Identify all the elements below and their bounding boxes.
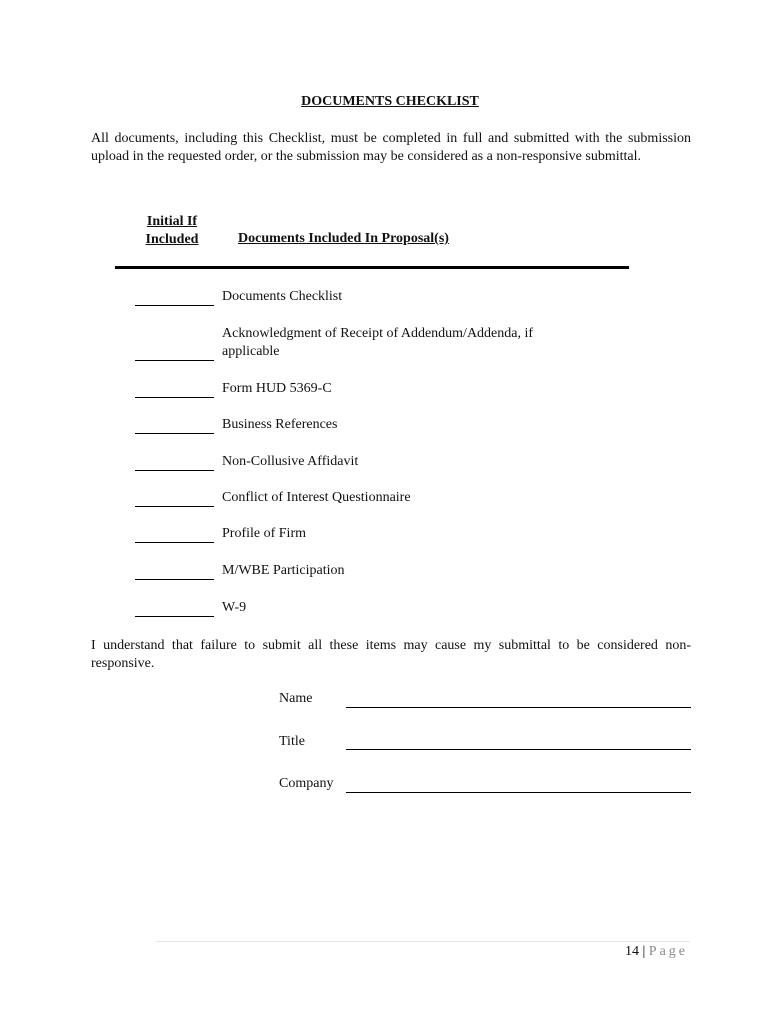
checklist-item-label [222,325,602,361]
initial-blank-line[interactable] [135,489,214,507]
checklist-item-label: Non-Collusive Affidavit [222,454,359,469]
initial-blank-line[interactable] [135,453,214,471]
checklist-item-label: Documents Checklist [222,289,343,304]
checklist-item-label: Form HUD 5369-C [222,381,332,396]
page-word: Page [648,944,688,959]
column-header-documents: Documents Included In Proposal(s) [238,231,449,246]
initial-blank-line[interactable] [135,343,214,361]
title-field[interactable] [346,749,691,750]
initial-blank-line[interactable] [135,525,214,543]
name-label: Name [279,691,313,706]
checklist-item-label: W-9 [222,600,247,615]
checklist-item-label-line2: applicable [222,344,280,359]
company-label: Company [279,776,334,791]
column-header-initial [136,213,208,249]
intro-paragraph: All documents, including this Checklist, must be completed in full and submitted with the submission upload in the requested order, or the submission may be considered as a non-responsive submittal. [91,131,691,164]
header-divider [115,266,629,269]
checklist-item-label: M/WBE Participation [222,563,345,578]
initial-blank-line[interactable] [135,288,214,306]
checklist-item-label-line1: Acknowledgment of Receipt of Addendum/Addenda, if [222,326,534,341]
initial-blank-line[interactable] [135,380,214,398]
column-header-initial-line2: Included [145,232,199,247]
company-field[interactable] [346,792,691,793]
acknowledgment-paragraph: I understand that failure to submit all these items may cause my submittal to be considered non-responsive. [91,638,691,671]
page-number: 14 [624,944,639,959]
checklist-item-label: Business References [222,417,338,432]
initial-blank-line[interactable] [135,599,214,617]
checklist-item-label: Conflict of Interest Questionnaire [222,490,411,505]
page-title: DOCUMENTS CHECKLIST [301,94,479,109]
footer-separator: | [642,944,646,959]
page-footer [625,944,688,960]
initial-blank-line[interactable] [135,562,214,580]
initial-blank-line[interactable] [135,416,214,434]
title-label: Title [279,734,305,749]
checklist-item-label: Profile of Firm [222,526,306,541]
name-field[interactable] [346,707,691,708]
footer-divider [156,941,690,942]
column-header-initial-line1: Initial If [146,214,198,229]
